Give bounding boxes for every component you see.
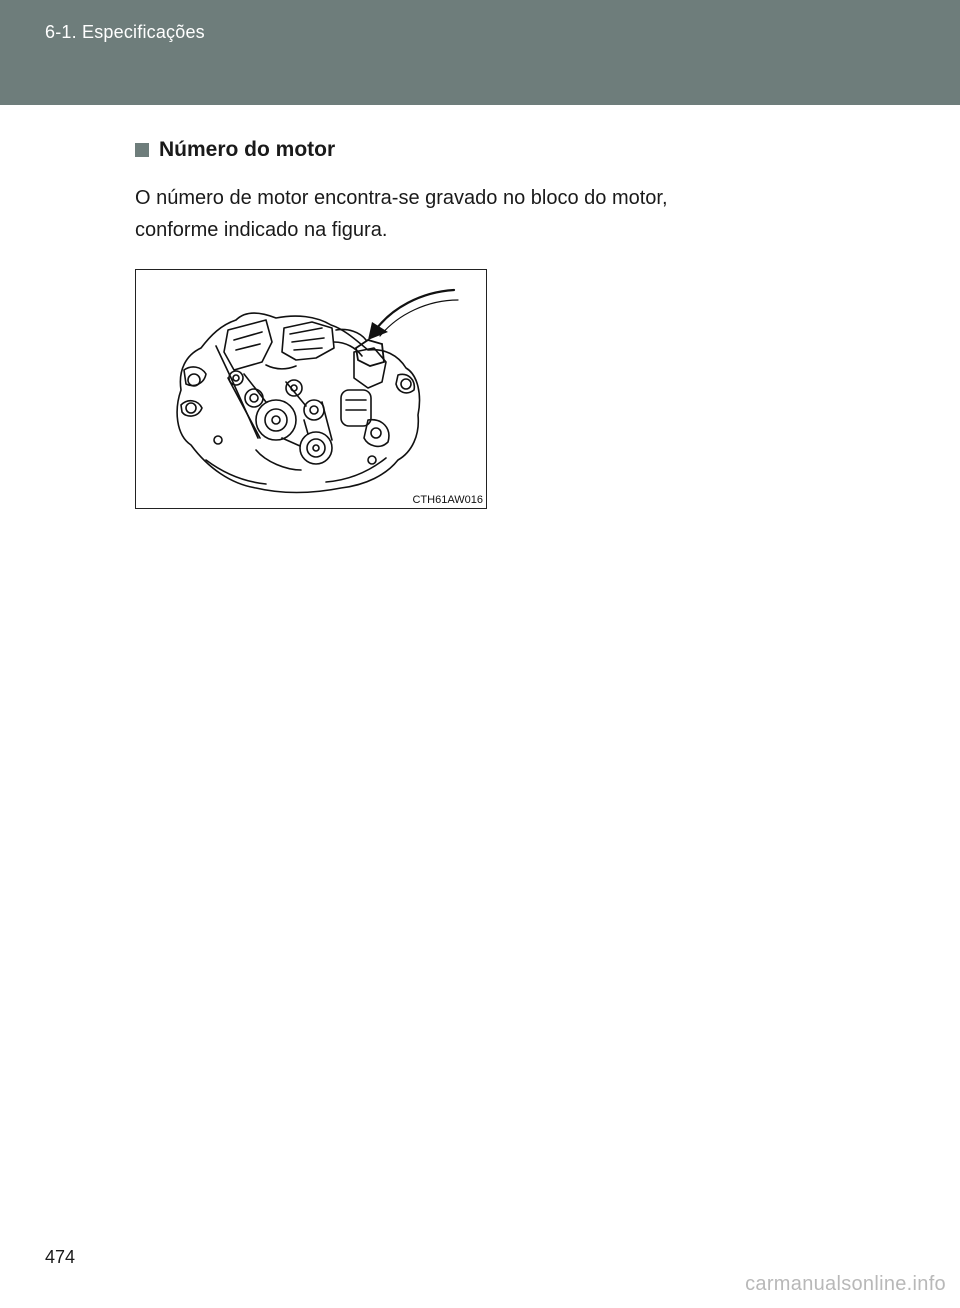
section-heading xyxy=(135,138,335,162)
engine-figure xyxy=(135,269,487,509)
body-paragraph xyxy=(135,182,795,246)
heading-text: Número do motor xyxy=(159,138,336,161)
engine-illustration-icon xyxy=(136,270,486,508)
body-line: conforme indicado na figura. xyxy=(135,219,388,241)
header-band xyxy=(0,0,960,105)
figure-code: CTH61AW016 xyxy=(412,494,483,506)
square-bullet-icon xyxy=(135,143,149,157)
body-line: O número de motor encontra-se gravado no bloco do motor, xyxy=(135,187,668,209)
page-number: 474 xyxy=(45,1247,76,1267)
section-title: 6-1. Especificações xyxy=(45,22,205,42)
watermark: carmanualsonline.info xyxy=(745,1273,946,1295)
